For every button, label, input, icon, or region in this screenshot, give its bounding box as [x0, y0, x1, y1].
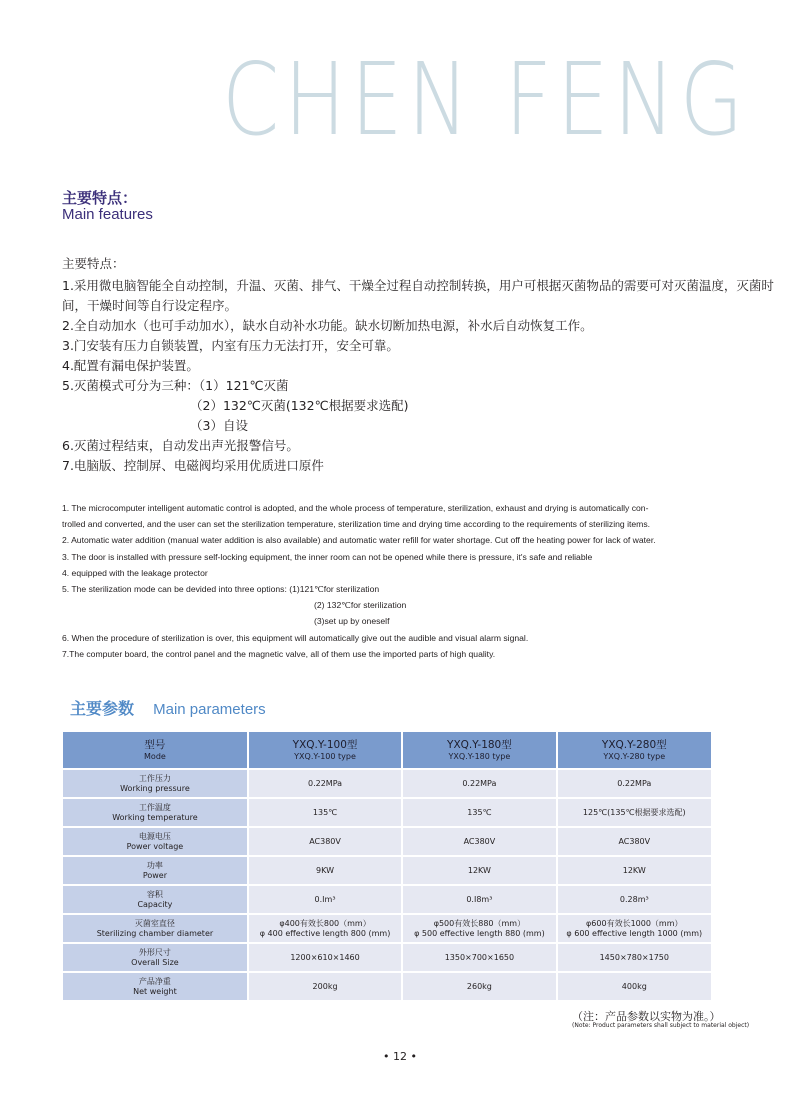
parameters-title-en: Main parameters	[153, 701, 266, 718]
parameters-table	[61, 730, 713, 1002]
table-cell: 400kg	[558, 973, 711, 1000]
table-cell: 135℃	[403, 799, 555, 826]
header-cn: YXQ.Y-280型	[601, 738, 667, 751]
row-label-cn: 电源电压	[138, 831, 171, 841]
brand-logo-text: CHEN FENG	[222, 41, 749, 158]
features-cn-item: 间，干燥时间等自行设定程序。	[62, 298, 238, 313]
features-cn-heading: 主要特点：	[62, 256, 125, 271]
header-cell	[403, 732, 555, 768]
features-en-item: 2. Automatic water addition (manual water addition is also available) and automatic water refill for water shortage. Cut off the heating power for lack of water.	[62, 535, 656, 546]
parameters-note-cn: （注：产品参数以实物为准。）	[572, 1010, 721, 1023]
features-cn-item: 1.采用微电脑智能全自动控制，升温、灭菌、排气、干燥全过程自动控制转换，用户可根据灭菌物品的需要可对灭菌温度，灭菌时	[62, 278, 774, 293]
row-label-cn: 外形尺寸	[138, 947, 171, 957]
parameters-table-wrap	[62, 730, 712, 1002]
table-cell: 12KW	[403, 857, 555, 884]
features-cn-item: 6.灭菌过程结束，自动发出声光报警信号。	[62, 438, 299, 453]
row-label-en: Working temperature	[112, 812, 198, 822]
features-cn-block	[62, 254, 774, 476]
row-label-en: Overall Size	[131, 957, 179, 967]
row-header	[63, 828, 247, 855]
row-header	[63, 857, 247, 884]
table-cell	[558, 915, 711, 942]
features-en-item: 5. The sterilization mode can be devided into three options: (1)121℃for sterilization	[62, 584, 380, 595]
table-cell: AC380V	[558, 828, 711, 855]
features-en-item: 7.The computer board, the control panel and the magnetic valve, all of them use the imported parts of high quality.	[62, 648, 496, 659]
table-cell: 0.22MPa	[558, 770, 711, 797]
table-cell: 1200×610×1460	[249, 944, 401, 971]
cell-line: φ 500 effective length 880 (mm)	[414, 928, 545, 938]
cell-line: φ 600 effective length 1000 (mm)	[566, 928, 703, 938]
table-header-row	[63, 732, 711, 768]
features-en-item: 3. The door is installed with pressure self-locking equipment, the inner room can not be opened while there is pressure, it's safe and reliable	[62, 551, 593, 562]
header-cell	[558, 732, 711, 768]
table-cell: AC380V	[249, 828, 401, 855]
row-header	[63, 886, 247, 913]
table-row	[63, 799, 711, 826]
cell-line: φ400有效长800（mm）	[279, 918, 371, 928]
features-en-block	[62, 500, 742, 662]
parameters-title	[70, 696, 266, 719]
row-label-en: Net weight	[133, 986, 177, 996]
table-cell	[249, 915, 401, 942]
row-label-en: Working pressure	[120, 783, 190, 793]
table-cell: 125℃(135℃根据要求选配)	[558, 799, 711, 826]
cell-line: φ500有效长880（mm）	[433, 918, 526, 928]
features-en-item: 1. The microcomputer intelligent automatic control is adopted, and the whole process of temperature, sterilization, exhaust and drying is automatically con-	[62, 503, 649, 513]
header-en: YXQ.Y-100 type	[294, 751, 356, 761]
table-cell: 135℃	[249, 799, 401, 826]
features-cn-item: （2）132℃灭菌(132℃根据要求选配)	[190, 398, 409, 413]
table-cell	[403, 915, 555, 942]
table-cell: AC380V	[403, 828, 555, 855]
table-row	[63, 915, 711, 942]
table-cell: 260kg	[403, 973, 555, 1000]
row-header	[63, 915, 247, 942]
table-row	[63, 828, 711, 855]
parameters-note-en: (Note: Product parameters shall subject to material object)	[572, 1022, 750, 1029]
header-cell	[249, 732, 401, 768]
features-cn-item: 2.全自动加水（也可手动加水），缺水自动补水功能。缺水切断加热电源，补水后自动恢复工作。	[62, 318, 593, 333]
table-cell: 0.I8m³	[403, 886, 555, 913]
features-cn-item: 7.电脑版、控制屏、电磁阀均采用优质进口原件	[62, 458, 324, 473]
header-en: Mode	[144, 751, 166, 761]
table-cell: 9KW	[249, 857, 401, 884]
row-label-en: Sterilizing chamber diameter	[96, 928, 214, 938]
page-number: • 12 •	[383, 1050, 417, 1063]
header-en: YXQ.Y-180 type	[448, 751, 511, 761]
row-label-cn: 功率	[146, 860, 163, 870]
features-en-item: (3)set up by oneself	[314, 616, 390, 627]
row-header	[63, 799, 247, 826]
table-cell: 0.22MPa	[249, 770, 401, 797]
row-label-cn: 容积	[146, 889, 163, 899]
header-cn: YXQ.Y-100型	[292, 738, 358, 751]
header-cn: 型号	[144, 738, 166, 751]
table-row	[63, 973, 711, 1000]
features-cn-item: 3.门安装有压力自锁装置，内室有压力无法打开，安全可靠。	[62, 338, 399, 353]
table-cell: 0.22MPa	[403, 770, 555, 797]
row-label-en: Power voltage	[126, 841, 184, 851]
row-label-en: Capacity	[137, 899, 173, 909]
row-header	[63, 770, 247, 797]
features-en-item: (2) 132℃for sterilization	[314, 600, 407, 611]
header-en: YXQ.Y-280 type	[603, 751, 666, 761]
row-header	[63, 944, 247, 971]
table-cell: 200kg	[249, 973, 401, 1000]
features-en-item: 6. When the procedure of sterilization is over, this equipment will automatically give out the audible and visual alarm signal.	[62, 632, 529, 643]
parameters-title-cn: 主要参数	[70, 699, 135, 718]
features-en-item: 4. equipped with the leakage protector	[62, 567, 208, 578]
features-en-item: trolled and converted, and the user can set the sterilization temperature, sterilization time and drying time according to the requirements of sterilizing items.	[62, 519, 651, 530]
table-cell: 0.28m³	[558, 886, 711, 913]
row-header	[63, 973, 247, 1000]
header-cn: YXQ.Y-180型	[447, 738, 512, 751]
row-label-cn: 产品净重	[138, 976, 171, 986]
table-row	[63, 886, 711, 913]
table-cell: 1350×700×1650	[403, 944, 555, 971]
table-row	[63, 944, 711, 971]
row-label-cn: 工作温度	[138, 802, 171, 812]
table-cell: 1450×780×1750	[558, 944, 711, 971]
row-label-en: Power	[142, 870, 168, 880]
features-title-cn: 主要特点：	[62, 189, 138, 207]
table-row	[63, 857, 711, 884]
table-cell: 12KW	[558, 857, 711, 884]
table-row	[63, 770, 711, 797]
row-label-cn: 工作压力	[138, 773, 171, 783]
cell-line: φ 400 effective length 800 (mm)	[259, 928, 391, 938]
row-label-cn: 灭菌室直径	[134, 918, 175, 928]
features-cn-item: 5.灭菌模式可分为三种：（1）121℃灭菌	[62, 378, 289, 393]
features-cn-item: （3）自设	[190, 418, 248, 433]
features-title-en: Main features	[62, 206, 153, 223]
table-cell: 0.Im³	[249, 886, 401, 913]
header-cell	[63, 732, 247, 768]
features-cn-item: 4.配置有漏电保护装置。	[62, 358, 199, 373]
cell-line: φ600有效长1000（mm）	[586, 918, 683, 928]
